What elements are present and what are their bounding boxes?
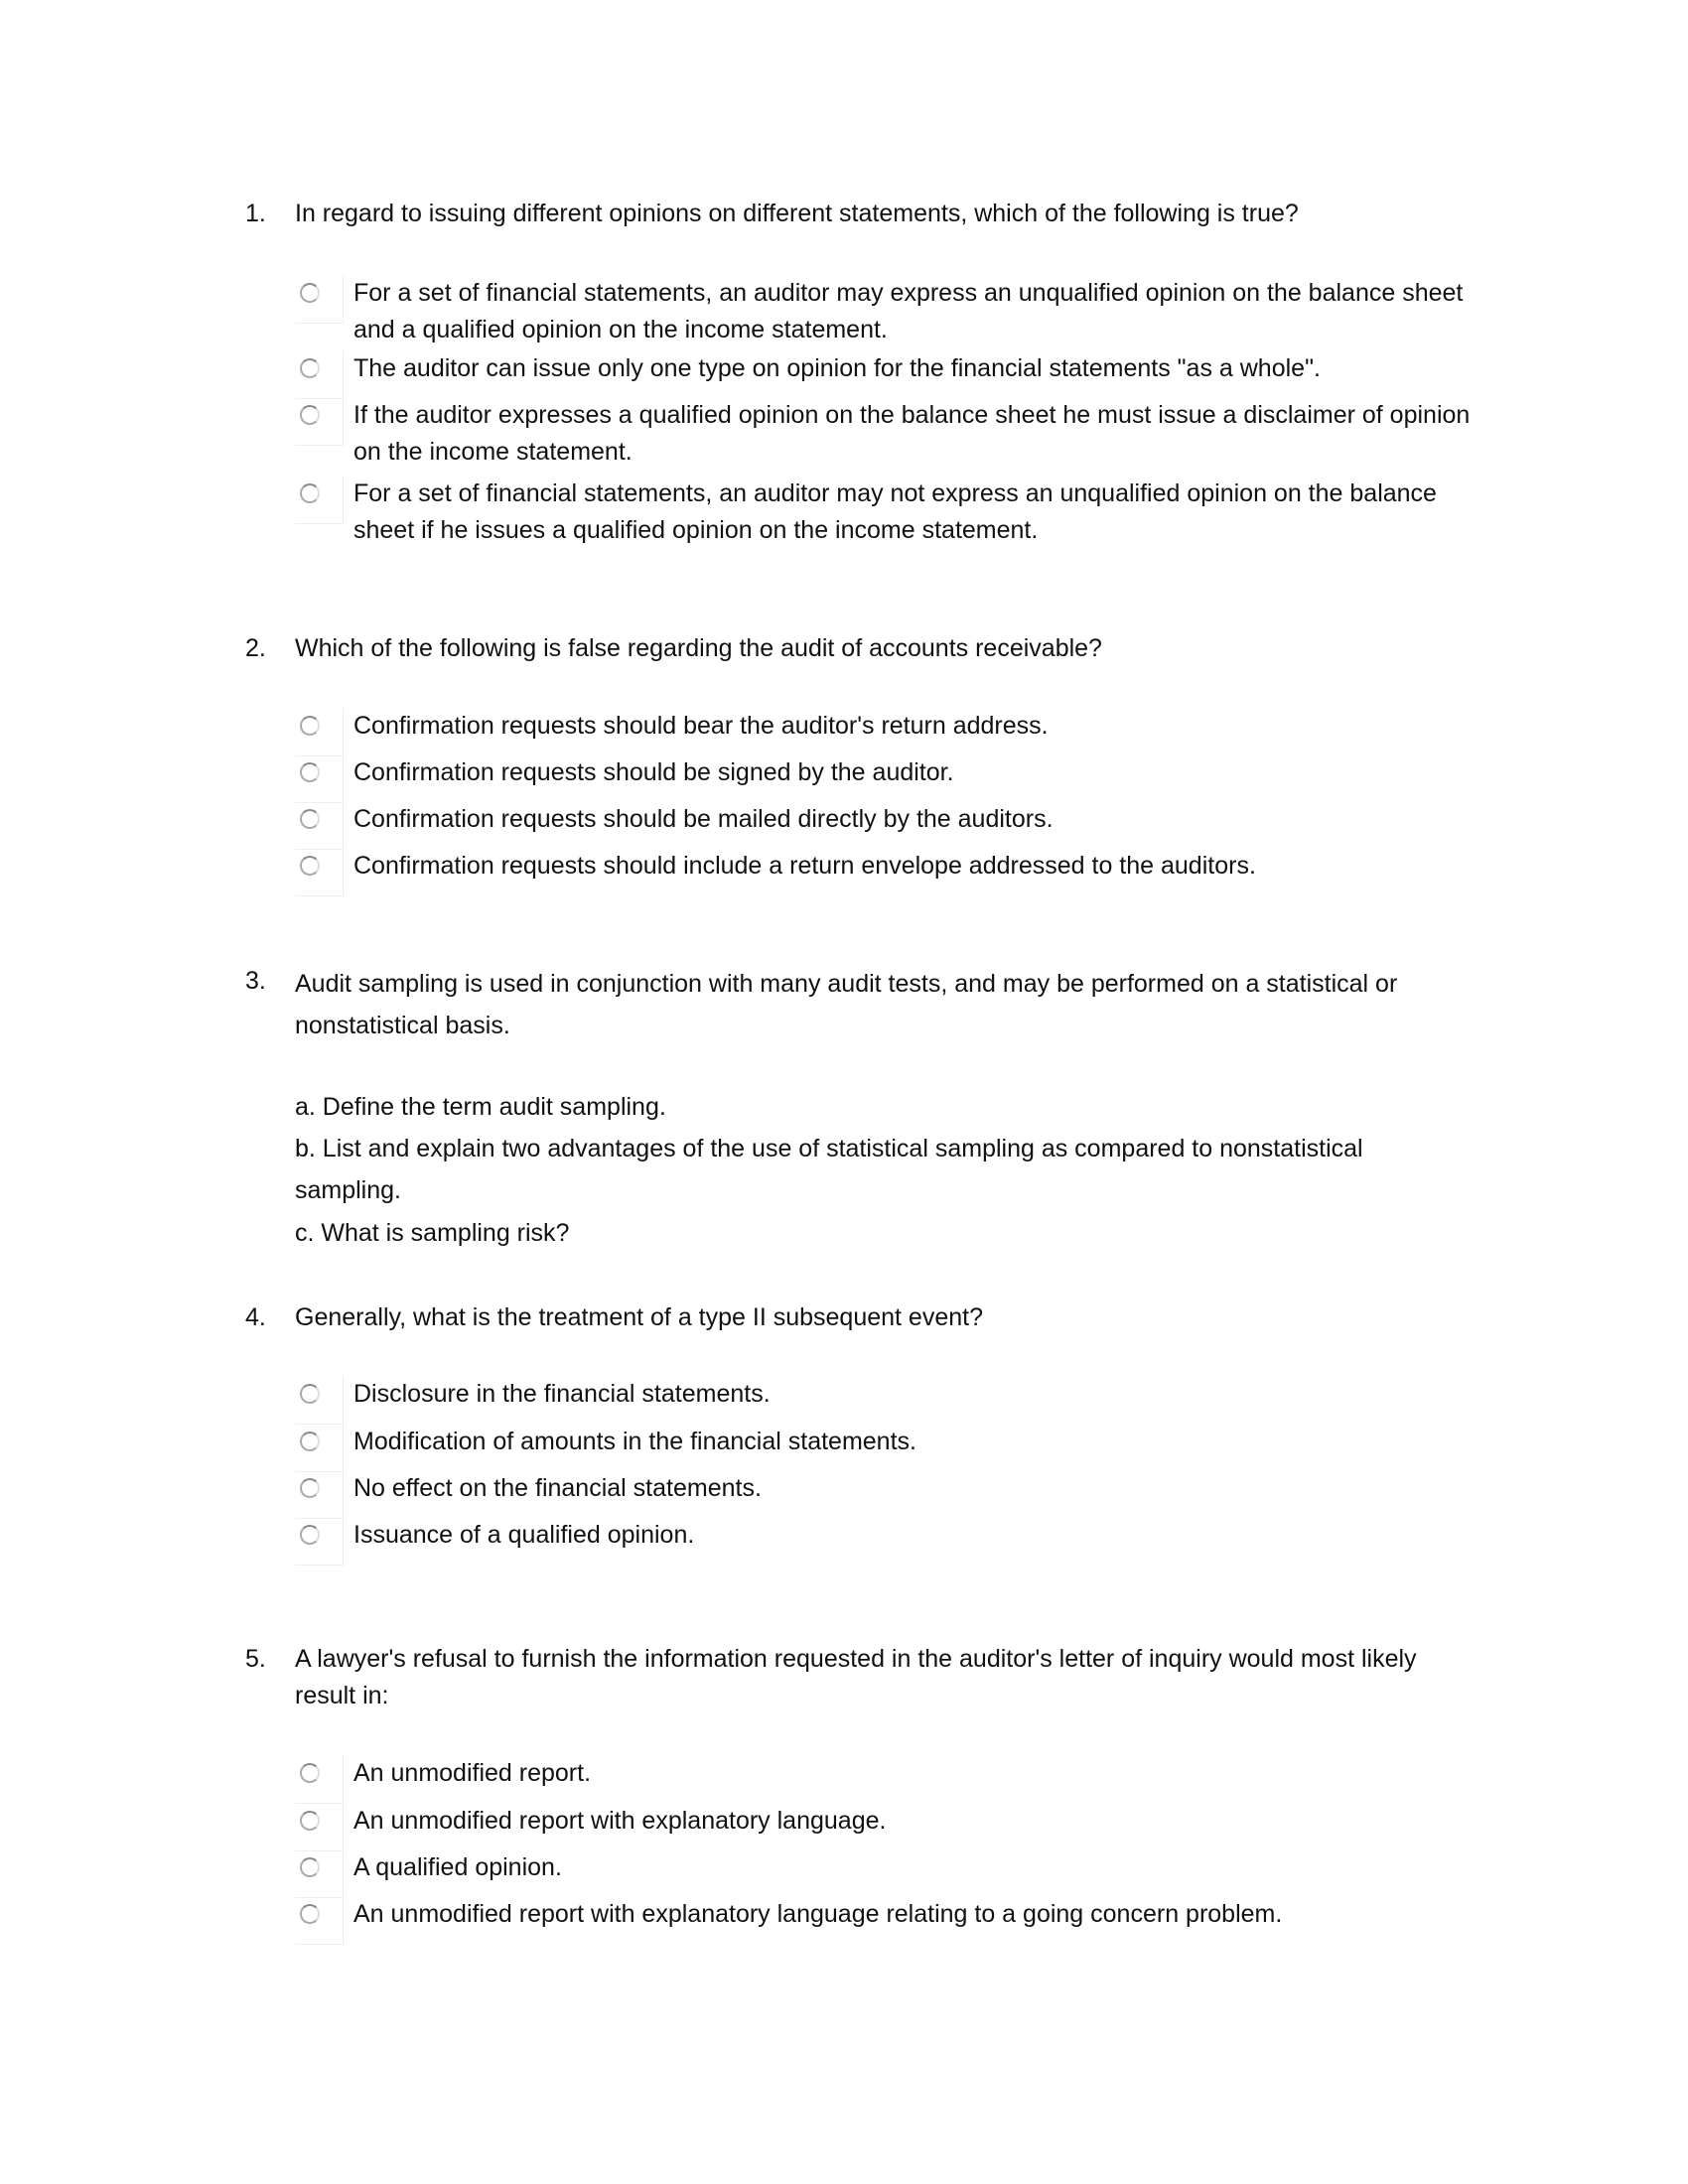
question-text: In regard to issuing different opinions on different statements, which of the following is true? [295,200,1299,227]
radio-button[interactable] [295,1376,344,1425]
answer-option-text: Issuance of a qualified opinion. [353,1521,695,1549]
radio-button[interactable] [295,350,344,399]
radio-circle-icon [300,1525,320,1545]
answer-option-text: Modification of amounts in the financial statements. [353,1428,916,1455]
radio-button[interactable] [295,476,344,524]
radio-button[interactable] [295,1517,344,1566]
radio-circle-icon [300,762,320,782]
radio-circle-icon [300,809,320,829]
answer-option-text: No effect on the financial statements. [353,1474,762,1502]
answer-option-text: If the auditor expresses a qualified opinion on the balance sheet he must issue a disclaimer of opinion on the income statement. [353,401,1471,466]
radio-button[interactable] [295,708,344,756]
question-part: c. What is sampling risk? [295,1219,570,1247]
question-number: 5. [245,1645,266,1673]
answer-option-text: For a set of financial statements, an auditor may not express an unqualified opinion on the balance sheet if he issues a qualified opinion on the income statement. [353,479,1437,544]
radio-circle-icon [300,856,320,876]
answer-option-text: A qualified opinion. [353,1853,562,1881]
radio-button[interactable] [295,1803,344,1851]
answer-option-text: Confirmation requests should be mailed directly by the auditors. [353,805,1054,833]
question-text: Audit sampling is used in conjunction with many audit tests, and may be performed on a statistical or nonstatistical basis. [295,970,1398,1039]
radio-circle-icon [300,716,320,736]
radio-button[interactable] [295,754,344,803]
radio-button[interactable] [295,275,344,324]
answer-option-text: Disclosure in the financial statements. [353,1380,771,1408]
radio-circle-icon [300,1857,320,1877]
question-number: 4. [245,1303,266,1331]
radio-circle-icon [300,1763,320,1783]
radio-button[interactable] [295,397,344,446]
radio-circle-icon [300,483,320,503]
radio-circle-icon [300,1811,320,1831]
answer-option-text: The auditor can issue only one type on opinion for the financial statements "as a whole". [353,354,1321,382]
radio-circle-icon [300,405,320,425]
radio-button[interactable] [295,1849,344,1898]
radio-circle-icon [300,1904,320,1924]
radio-button[interactable] [295,1424,344,1472]
answer-option-text: Confirmation requests should include a return envelope addressed to the auditors. [353,852,1256,880]
radio-circle-icon [300,1384,320,1404]
radio-button[interactable] [295,801,344,850]
radio-circle-icon [300,283,320,303]
answer-option-text: Confirmation requests should bear the auditor's return address. [353,712,1049,740]
radio-circle-icon [300,1432,320,1451]
answer-option-text: An unmodified report. [353,1759,592,1787]
question-number: 1. [245,200,266,227]
question-part: a. Define the term audit sampling. [295,1093,666,1121]
radio-button[interactable] [295,1896,344,1945]
question-part: b. List and explain two advantages of the use of statistical sampling as compared to nonstatistical sampling. [295,1135,1363,1204]
radio-button[interactable] [295,1470,344,1519]
question-number: 2. [245,634,266,662]
radio-circle-icon [300,1478,320,1498]
answer-option-text: An unmodified report with explanatory language relating to a going concern problem. [353,1900,1283,1928]
question-text: Which of the following is false regarding the audit of accounts receivable? [295,634,1102,662]
answer-option-text: Confirmation requests should be signed by the auditor. [353,758,954,786]
radio-button[interactable] [295,1755,344,1804]
radio-circle-icon [300,358,320,378]
question-text: A lawyer's refusal to furnish the information requested in the auditor's letter of inquiry would most likely result in: [295,1645,1417,1709]
answer-option-text: For a set of financial statements, an auditor may express an unqualified opinion on the balance sheet and a qualified opinion on the income statement. [353,279,1464,343]
question-text: Generally, what is the treatment of a type II subsequent event? [295,1303,983,1331]
answer-option-text: An unmodified report with explanatory language. [353,1807,887,1835]
radio-button[interactable] [295,848,344,896]
question-number: 3. [245,967,266,995]
